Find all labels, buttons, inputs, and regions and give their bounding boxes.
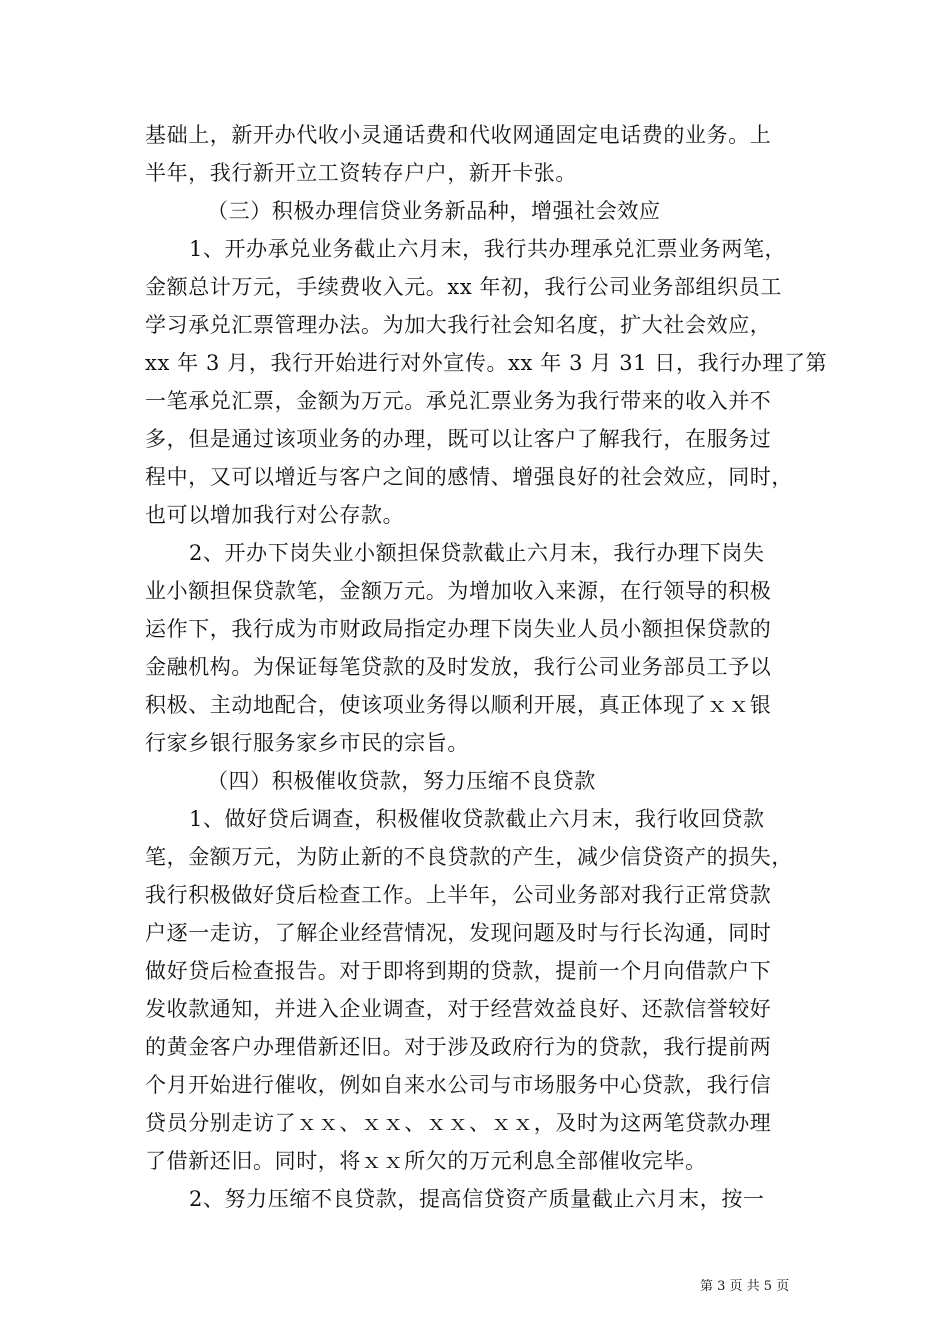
text-line: 我行积极做好贷后检查工作。上半年，公司业务部对我行正常贷款: [145, 883, 772, 907]
text-line: 程中，又可以增近与客户之间的感情、增强良好的社会效应，同时，: [145, 465, 793, 489]
page-number-footer: 第 3 页 共 5 页: [700, 1279, 790, 1294]
text-line: 了借新还旧。同时，将ｘｘ所欠的万元利息全部催收完毕。: [145, 1149, 707, 1173]
text-line: xx 年 3 月，我行开始进行对外宣传。xx 年 3 月 31 日，我行办理了第: [145, 351, 828, 375]
text-line: 的黄金客户办理借新还旧。对于涉及政府行为的贷款，我行提前两: [145, 1035, 772, 1059]
text-line: 运作下，我行成为市财政局指定办理下岗失业人员小额担保贷款的: [145, 617, 772, 641]
text-line: 金额总计万元，手续费收入元。xx 年初，我行公司业务部组织员工: [145, 275, 782, 299]
text-line: 笔，金额万元，为防止新的不良贷款的产生，减少信贷资产的损失，: [145, 845, 793, 869]
paragraph-first-line: 1、做好贷后调查，积极催收贷款截止六月末，我行收回贷款: [189, 807, 765, 831]
text-line: 半年，我行新开立工资转存户户，新开卡张。: [145, 161, 577, 185]
paragraph-first-line: 1、开办承兑业务截止六月末，我行共办理承兑汇票业务两笔，: [189, 237, 787, 261]
text-line: 学习承兑汇票管理办法。为加大我行社会知名度，扩大社会效应，: [145, 313, 772, 337]
text-line: 户逐一走访，了解企业经营情况，发现问题及时与行长沟通，同时: [145, 921, 772, 945]
text-line: 做好贷后检查报告。对于即将到期的贷款，提前一个月向借款户下: [145, 959, 772, 983]
text-line: 积极、主动地配合，使该项业务得以顺利开展，真正体现了ｘｘ银: [145, 693, 772, 717]
text-line: 基础上，新开办代收小灵通话费和代收网通固定电话费的业务。上: [145, 123, 772, 147]
text-line: 个月开始进行催收，例如自来水公司与市场服务中心贷款，我行信: [145, 1073, 772, 1097]
text-line: 发收款通知，并进入企业调查，对于经营效益良好、还款信誉较好: [145, 997, 772, 1021]
text-line: 业小额担保贷款笔，金额万元。为增加收入来源，在行领导的积极: [145, 579, 772, 603]
text-line: 多，但是通过该项业务的办理，既可以让客户了解我行，在服务过: [145, 427, 772, 451]
section-heading: （四）积极催收贷款，努力压缩不良贷款: [207, 769, 596, 793]
section-heading: （三）积极办理信贷业务新品种，增强社会效应: [207, 199, 661, 223]
paragraph-first-line: 2、开办下岗失业小额担保贷款截止六月末，我行办理下岗失: [189, 541, 765, 565]
text-line: 行家乡银行服务家乡市民的宗旨。: [145, 731, 469, 755]
text-line: 金融机构。为保证每笔贷款的及时发放，我行公司业务部员工予以: [145, 655, 772, 679]
text-line: 也可以增加我行对公存款。: [145, 503, 405, 527]
paragraph-first-line: 2、努力压缩不良贷款，提高信贷资产质量截止六月末，按一: [189, 1187, 765, 1211]
text-line: 贷员分别走访了ｘｘ、ｘｘ、ｘｘ、ｘｘ，及时为这两笔贷款办理: [145, 1111, 772, 1135]
text-line: 一笔承兑汇票，金额为万元。承兑汇票业务为我行带来的收入并不: [145, 389, 772, 413]
